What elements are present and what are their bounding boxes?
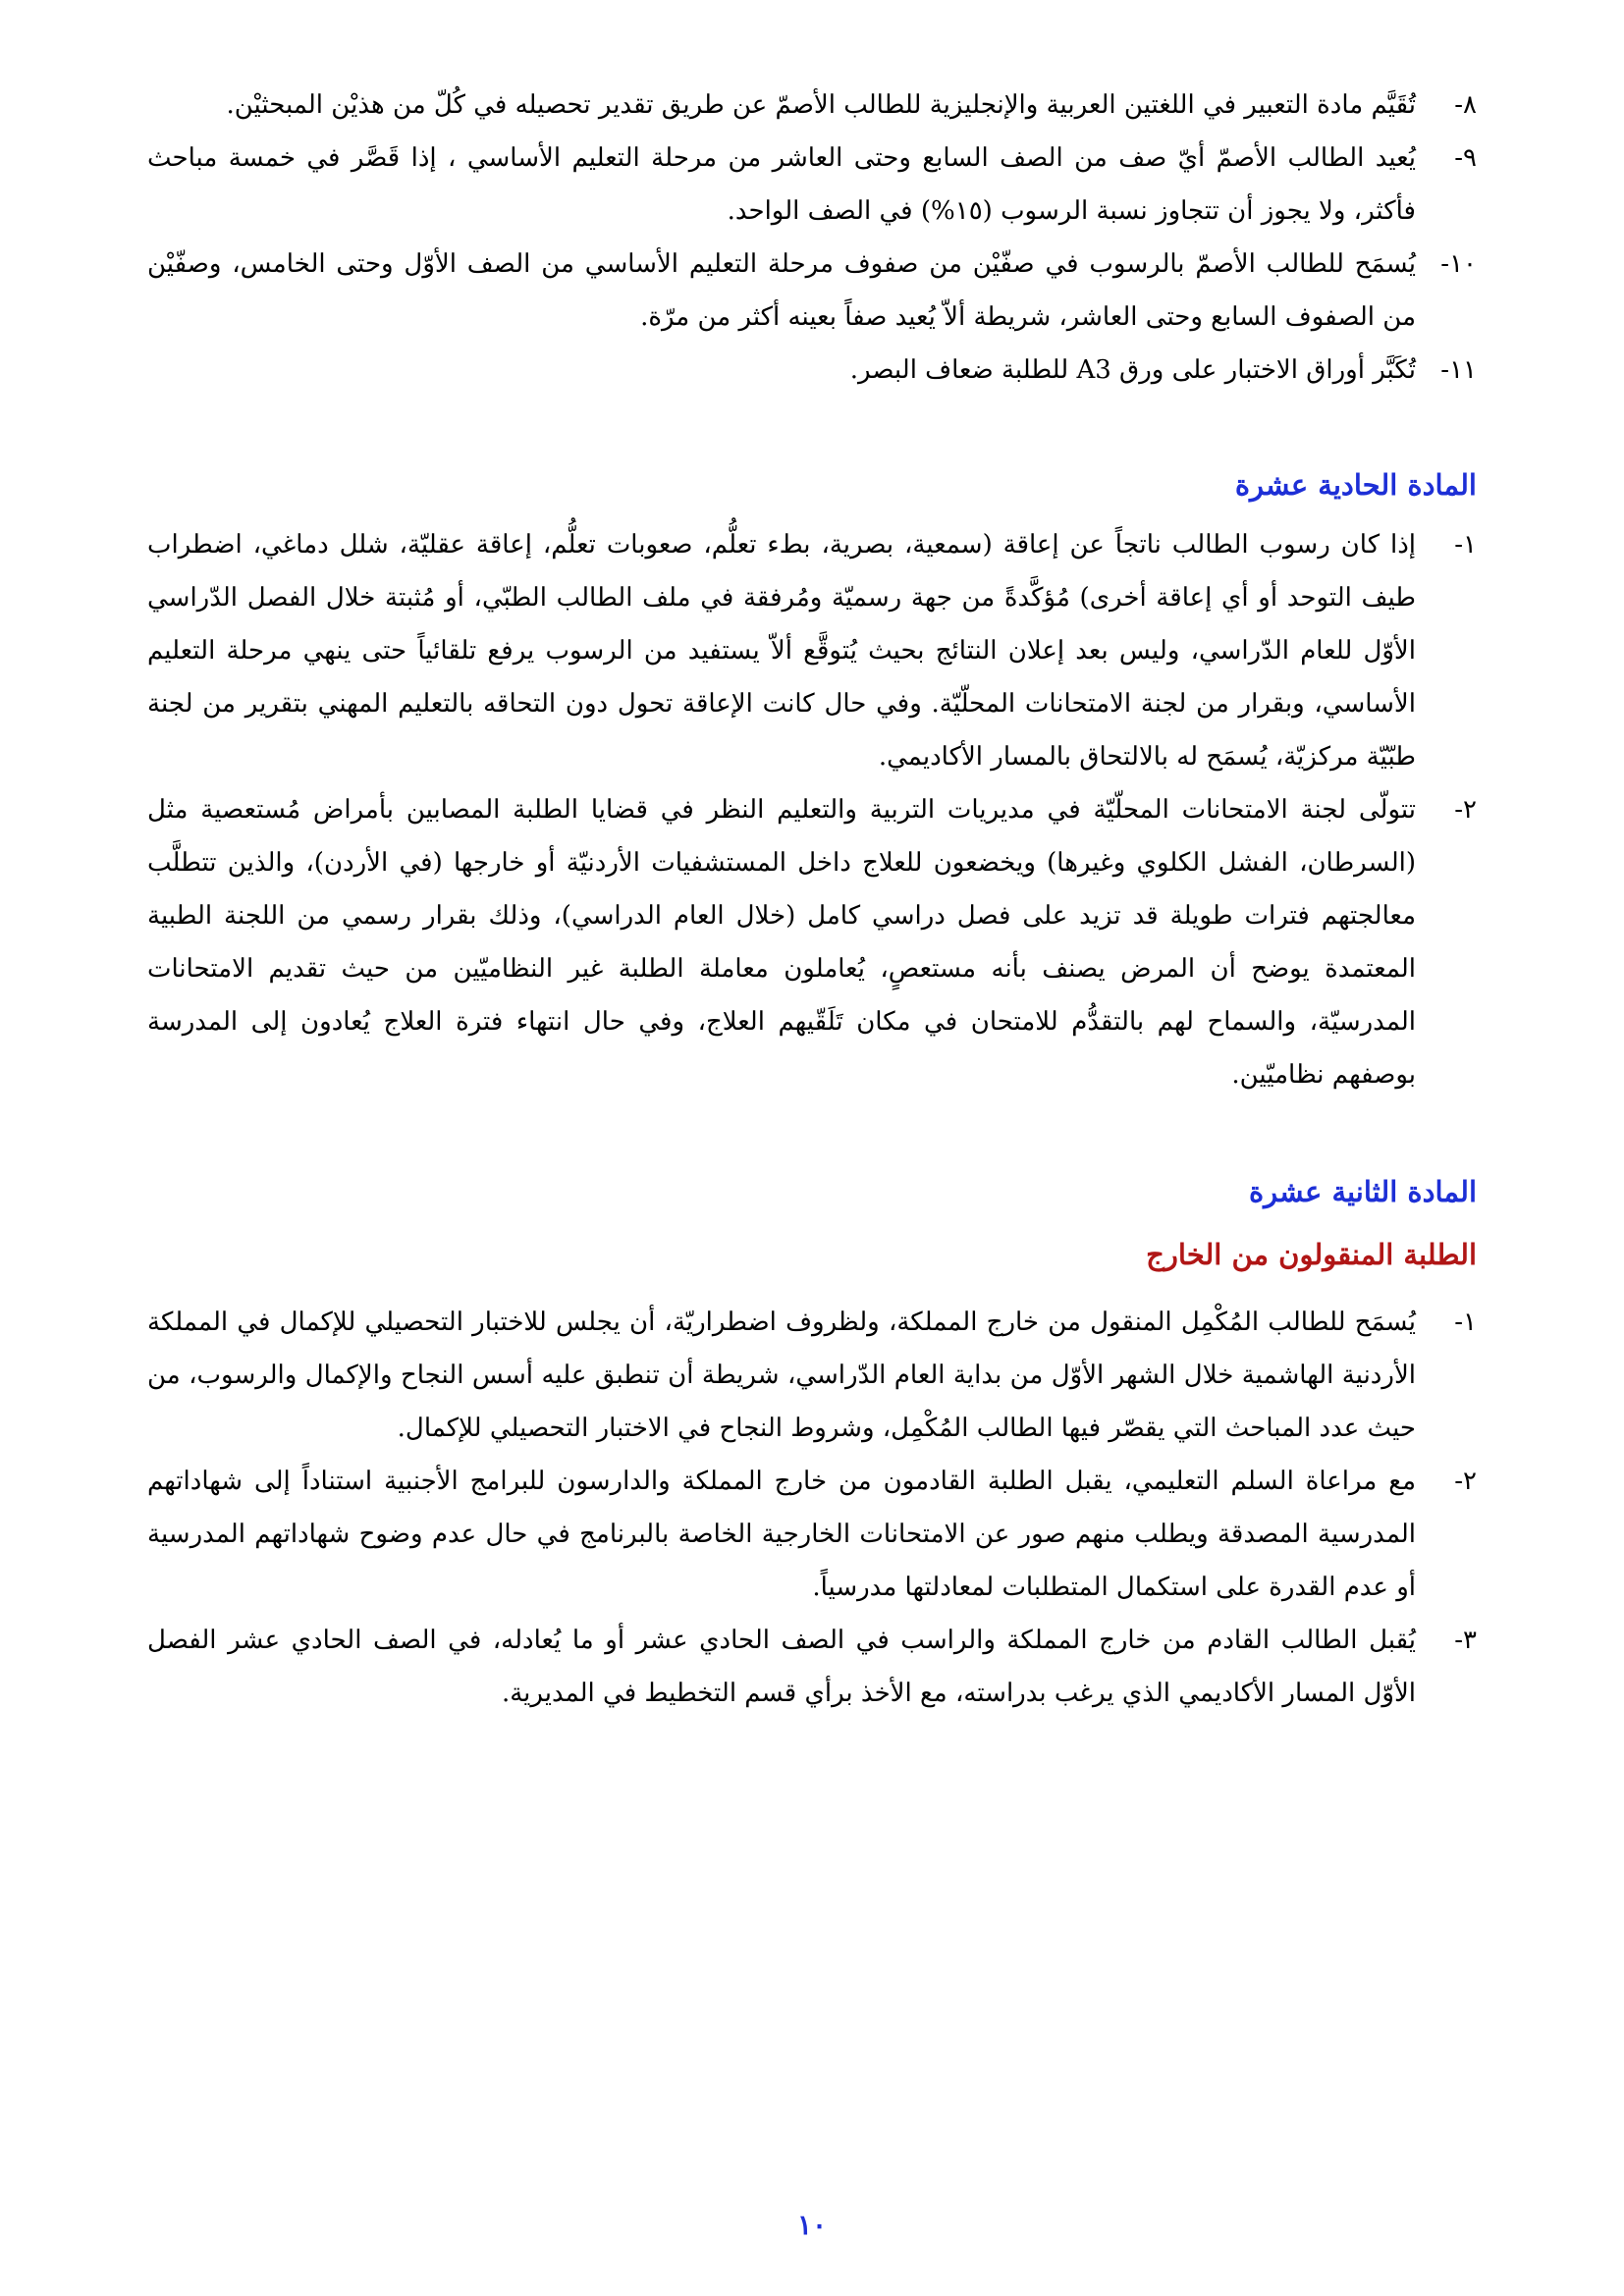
article-12-heading: المادة الثانية عشرة: [1248, 1175, 1477, 1208]
document-page: [147, 79, 1477, 1720]
item-text: يُقبل الطالب القادم من خارج المملكة والراسب في الصف الحادي عشر أو ما يُعادله، في الصف الحادي عشر الفصل الأوّل المسار الأكاديمي الذي يرغب بدراسته، مع الأخذ برأي قسم التخطيط في المديرية.: [147, 1626, 1416, 1708]
article-12-list: [147, 1296, 1477, 1720]
item-number: ١-: [1454, 1308, 1477, 1337]
item-number: ٨-: [1454, 90, 1477, 120]
section-top-list: [147, 79, 1477, 397]
list-item: [147, 518, 1477, 783]
list-item: [147, 783, 1477, 1101]
item-text: يُسمَح للطالب الأصمّ بالرسوب في صفّيْن من صفوف مرحلة التعليم الأساسي من الصف الأوّل وحتى الخامس، وصفّيْن من الصفوف السابع وحتى العاشر، شريطة ألاّ يُعيد صفاً بعينه أكثر من مرّة.: [147, 249, 1416, 332]
item-text: إذا كان رسوب الطالب ناتجاً عن إعاقة (سمعية، بصرية، بطء تعلُّم، صعوبات تعلُّم، إعاقة عقليّة، شلل دماغي، اضطراب طيف التوحد أو أي إعاقة أخرى) مُؤكَّدةً من جهة رسميّة ومُرفقة في ملف الطالب الطبّي، أو مُثبتة خلال الفصل الدّراسي الأوّل للعام الدّراسي، وليس بعد إعلان النتائج بحيث يُتوقَّع ألاّ يستفيد من الرسوب يرفع تلقائياً حتى ينهي مرحلة التعليم الأساسي، وبقرار من لجنة الامتحانات المحلّيّة. وفي حال كانت الإعاقة تحول دون التحاقه بالتعليم المهني بتقرير من لجنة طبّيّة مركزيّة، يُسمَح له بالالتحاق بالمسار الأكاديمي.: [147, 530, 1416, 772]
item-text: مع مراعاة السلم التعليمي، يقبل الطلبة القادمون من خارج المملكة والدارسون للبرامج الأجنبية استناداً إلى شهاداتهم المدرسية المصدقة ويطلب منهم صور عن الامتحانات الخارجية الخاصة بالبرنامج في حال عدم وضوح شهاداتهم المدرسية أو عدم القدرة على استكمال المتطلبات لمعادلتها مدرسياً.: [147, 1467, 1416, 1602]
item-number: ١١-: [1440, 355, 1477, 385]
list-item: [147, 1455, 1477, 1614]
item-text: تُقَيَّم مادة التعبير في اللغتين العربية والإنجليزية للطالب الأصمّ عن طريق تقدير تحصيله في كُلّ من هذيْن المبحثيْن.: [226, 90, 1416, 120]
item-text: تتولّى لجنة الامتحانات المحلّيّة في مديريات التربية والتعليم النظر في قضايا الطلبة المصابين بأمراض مُستعصية مثل (السرطان، الفشل الكلوي وغيرها) ويخضعون للعلاج داخل المستشفيات الأردنيّة أو خارجها (في الأردن)، والذين تتطلَّب معالجتهم فترات طويلة قد تزيد على فصل دراسي كامل (خلال العام الدراسي)، وذلك بقرار رسمي من اللجنة الطبية المعتمدة يوضح أن المرض يصنف بأنه مستعصٍ، يُعاملون معاملة الطلبة غير النظاميّين من حيث تقديم الامتحانات المدرسيّة، والسماح لهم بالتقدُّم للامتحان في مكان تَلَقّيهم العلاج، وفي حال انتهاء فترة العلاج يُعادون إلى المدرسة بوصفهم نظاميّين.: [147, 795, 1416, 1090]
item-number: ١٠-: [1440, 249, 1477, 279]
item-number: ٣-: [1454, 1626, 1477, 1655]
list-item: [147, 344, 1477, 397]
list-item: [147, 1296, 1477, 1455]
item-number: ٢-: [1454, 795, 1477, 825]
article-12-subheading: الطلبة المنقولون من الخارج: [1146, 1238, 1477, 1271]
list-item: [147, 238, 1477, 344]
item-number: ٢-: [1454, 1467, 1477, 1496]
item-text: يُعيد الطالب الأصمّ أيّ صف من الصف السابع وحتى العاشر من مرحلة التعليم الأساسي ، إذا قَصَّر في خمسة مباحث فأكثر، ولا يجوز أن تتجاوز نسبة الرسوب (١٥%) في الصف الواحد.: [147, 143, 1416, 226]
page-number: ١٠: [796, 2209, 828, 2241]
list-item: [147, 1614, 1477, 1720]
list-item: [147, 79, 1477, 132]
article-11-list: [147, 518, 1477, 1101]
item-number: ١-: [1454, 530, 1477, 560]
list-item: [147, 132, 1477, 238]
item-text: تُكَبَّر أوراق الاختبار على ورق A3 للطلبة ضعاف البصر.: [849, 355, 1416, 385]
item-number: ٩-: [1454, 143, 1477, 173]
item-text: يُسمَح للطالب المُكْمِل المنقول من خارج المملكة، ولظروف اضطراريّة، أن يجلس للاختبار التحصيلي للإكمال في المملكة الأردنية الهاشمية خلال الشهر الأوّل من بداية العام الدّراسي، شريطة أن تنطبق عليه أسس النجاح والإكمال والرسوب، من حيث عدد المباحث التي يقصّر فيها الطالب المُكْمِل، وشروط النجاح في الاختبار التحصيلي للإكمال.: [147, 1308, 1416, 1443]
article-11-heading: المادة الحادية عشرة: [1234, 468, 1477, 502]
